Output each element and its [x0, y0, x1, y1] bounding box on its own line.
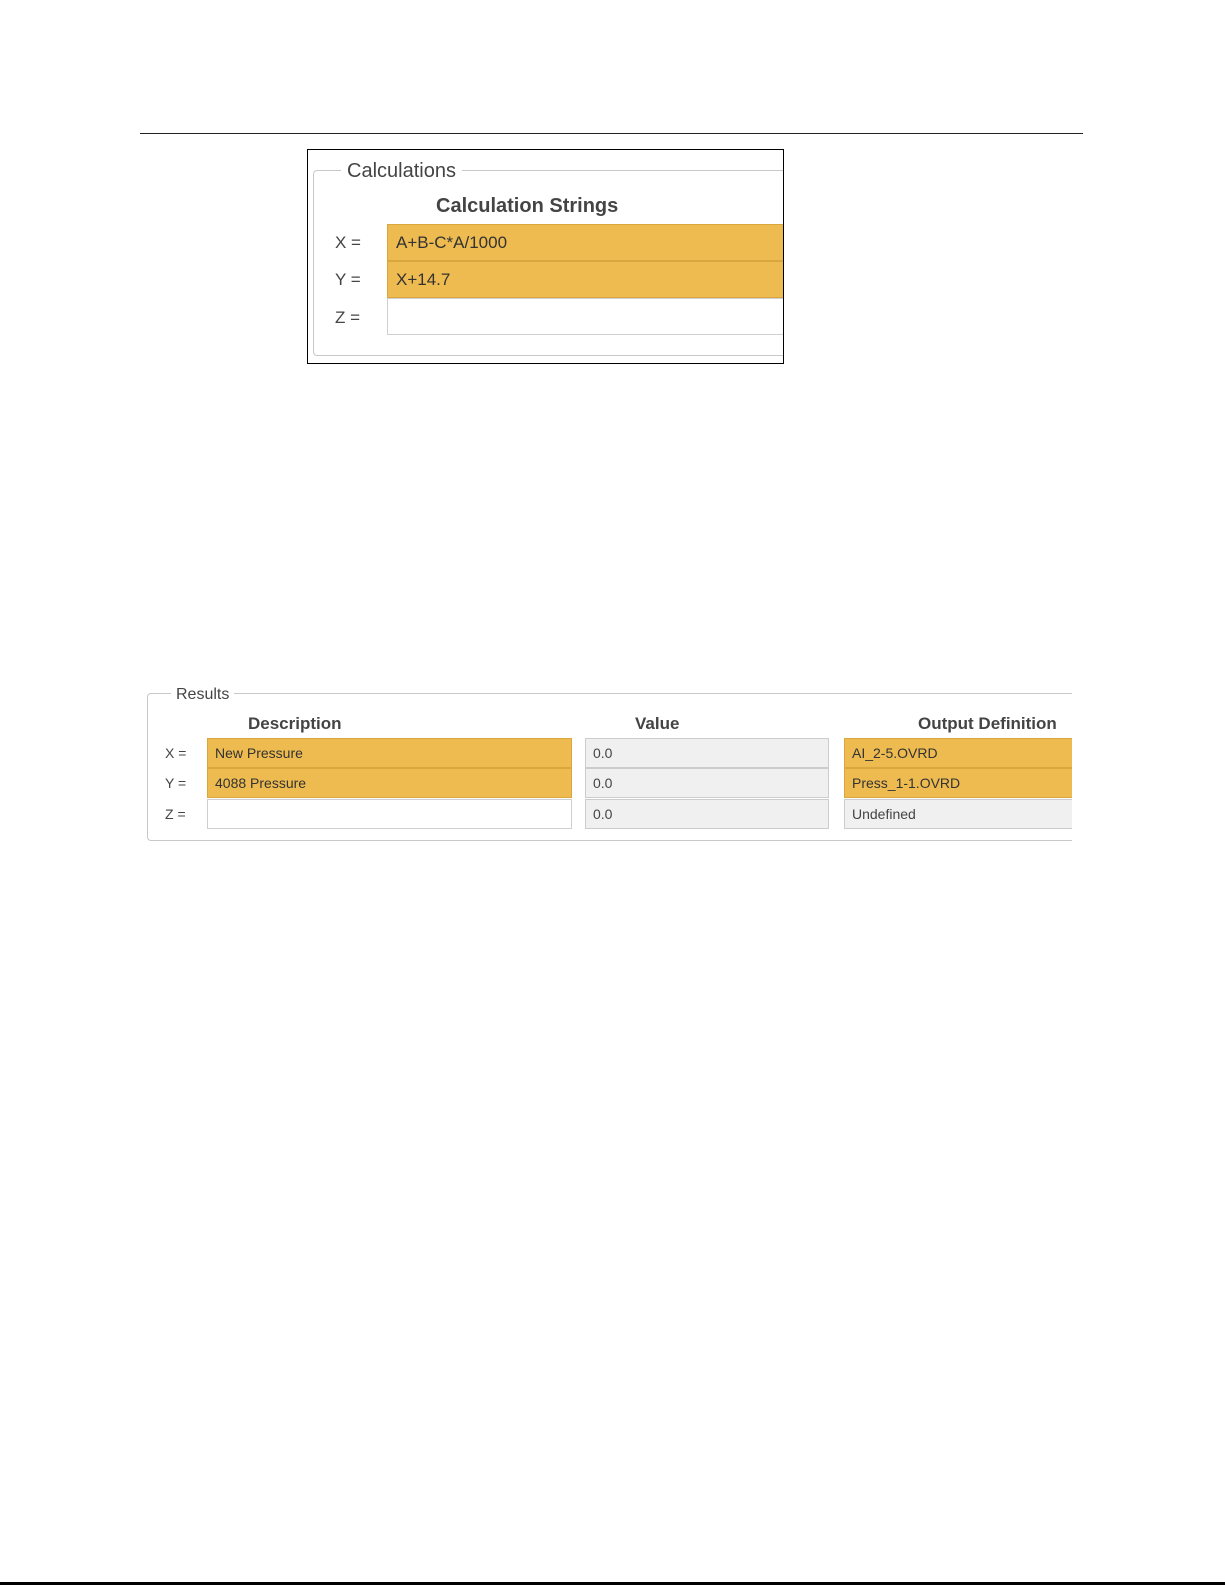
results-screenshot: [147, 681, 1072, 846]
result-description-x-input[interactable]: New Pressure: [207, 738, 572, 768]
result-value-x-field: 0.0: [585, 738, 829, 768]
description-column-header: Description: [248, 714, 342, 733]
calc-label-y: Y =: [335, 270, 361, 289]
result-output-x-input[interactable]: AI_2-5.OVRD: [844, 738, 1072, 768]
result-description-z-input[interactable]: [207, 799, 572, 829]
result-label-z: Z =: [165, 806, 186, 822]
result-label-x: X =: [165, 745, 187, 761]
calc-label-z: Z =: [335, 308, 361, 327]
calculations-legend: Calculations: [341, 160, 462, 182]
result-value-y-field: 0.0: [585, 768, 829, 798]
result-label-y: Y =: [165, 775, 187, 791]
result-description-y-input[interactable]: 4088 Pressure: [207, 768, 572, 798]
calc-string-x-input[interactable]: A+B-C*A/1000: [387, 224, 784, 261]
calc-label-x: X =: [335, 233, 361, 252]
results-legend: Results: [171, 686, 234, 704]
calculation-strings-header: Calculation Strings: [436, 195, 619, 217]
calc-string-z-input[interactable]: [387, 298, 784, 335]
output-definition-column-header: Output Definition: [918, 714, 1057, 733]
result-output-z-input[interactable]: Undefined: [844, 799, 1072, 829]
result-output-y-input[interactable]: Press_1-1.OVRD: [844, 768, 1072, 798]
calculations-screenshot: [307, 149, 784, 364]
calc-string-y-input[interactable]: X+14.7: [387, 261, 784, 298]
result-value-z-field: 0.0: [585, 799, 829, 829]
page-top-rule: [140, 133, 1083, 134]
value-column-header: Value: [635, 714, 680, 733]
